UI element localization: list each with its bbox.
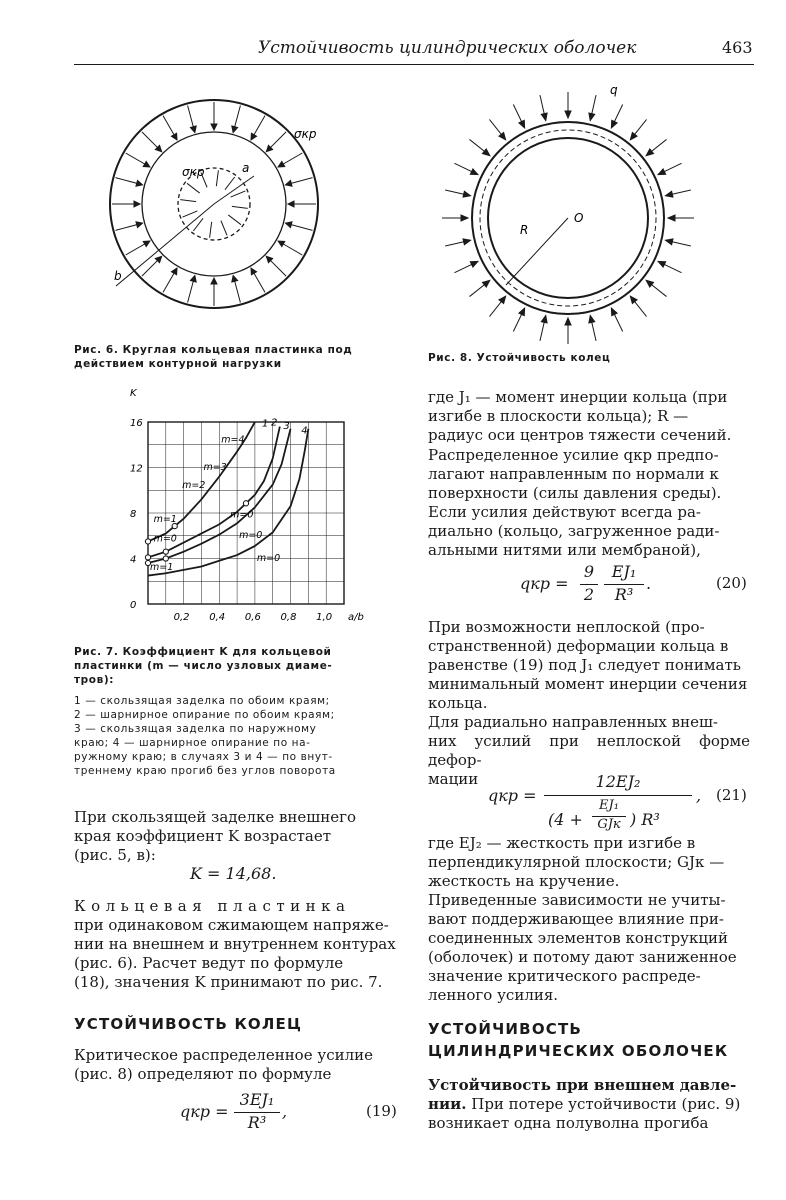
right-para-6: где EJ₂ — жесткость при изгибе в перпендикулярной плоскости; GJк — жесткость на кручение. xyxy=(428,834,725,890)
y-axis-label: K xyxy=(130,388,137,399)
fig6-inner-arrow xyxy=(225,177,235,190)
fig6-inner-arrow xyxy=(180,200,196,202)
fig8-arrowhead xyxy=(668,215,675,221)
fig6-inner-arrow xyxy=(221,221,227,236)
fig6-sigma-outer: σкр xyxy=(294,127,317,141)
x-tick-label: 0,6 xyxy=(244,612,261,623)
fig8-arrowhead xyxy=(461,215,468,221)
curve-label: m=4 xyxy=(221,434,245,446)
fig8-arrowhead xyxy=(646,149,653,156)
fig6-arrowhead xyxy=(278,241,285,247)
fig6-inner-arrow xyxy=(187,183,200,193)
fig6-arrowhead xyxy=(190,275,196,282)
chart-point xyxy=(163,556,168,561)
fig8-arrowhead xyxy=(463,239,470,245)
fig6-radius-b: b xyxy=(114,269,122,283)
y-tick-label: 8 xyxy=(130,509,137,520)
right-para-1: где J₁ — момент инерции кольца (при изгибе в плоскости кольца); R — радиус оси центров тяжести сечений. xyxy=(428,388,732,444)
fig6-arrowhead xyxy=(134,201,140,207)
fig7-legend: 1 — скользящая заделка по обоим краям; 2 — шарнирное опирание по обоим краям; 3 — скользящая заделка по наружному краю; 4 — шарнирное опирание по на- ружному краю; в случаях 3 и 4 — по внут- треннему краю прогиб без углов поворота xyxy=(74,695,336,777)
fig6-annular-plate-diagram xyxy=(96,76,416,336)
left-para-2: Кольцевая пластинка при одинаковом сжимающем напряже- нии на внешнем и внутреннем контурах (рис. 6). Расчет ведут по формуле (18), значения K принимают по рис. 7. xyxy=(74,897,396,991)
curve-label: m=0 xyxy=(256,552,281,564)
fig8-arrowhead xyxy=(658,169,666,175)
fig8-arrowhead xyxy=(630,132,637,139)
running-title: Устойчивость цилиндрических оболочек xyxy=(258,38,637,58)
fig8-arrowhead xyxy=(565,318,571,325)
fig6-inner-arrow xyxy=(183,211,198,217)
fig8-arrowhead xyxy=(665,191,672,197)
fig6-arrowhead xyxy=(232,275,238,282)
fig6-sigma-inner: σкр xyxy=(182,165,205,179)
fig8-arrowhead xyxy=(519,308,525,316)
curve-label: m=3 xyxy=(203,461,227,473)
fig8-arrowhead xyxy=(589,315,595,322)
right-para-3: Если усилия действуют всегда ра- диально (кольцо, загруженное ради- альными нитями или мембраной), xyxy=(428,503,720,559)
fig8-label-R: R xyxy=(520,223,529,237)
fig8-arrowhead xyxy=(463,191,470,197)
y-tick-label: 4 xyxy=(130,554,137,566)
x-tick-label: 0,4 xyxy=(209,612,226,623)
fig8-arrowhead xyxy=(565,111,571,118)
fig8-arrowhead xyxy=(541,113,547,120)
fig7-caption: Рис. 7. Коэффициент K для кольцевой пластинки (m — число узловых диаме- тров): xyxy=(74,646,333,686)
fig8-arrowhead xyxy=(541,315,547,322)
fig6-arrowhead xyxy=(136,222,143,228)
heading-ring-stability: УСТОЙЧИВОСТЬ КОЛЕЦ xyxy=(74,1015,303,1033)
fig7-chart xyxy=(112,380,412,628)
curve-number: 2 xyxy=(270,417,278,429)
fig8-arrowhead xyxy=(646,280,653,287)
right-para-2: Распределенное усилие qкр предпо- лагают направленным по нормали к поверхности (силы давления среды). xyxy=(428,446,722,502)
fig6-arrowhead xyxy=(288,201,294,207)
x-tick-label: 0,8 xyxy=(280,612,297,623)
fig8-arrowhead xyxy=(630,296,637,303)
fig8-arrowhead xyxy=(482,280,489,287)
fig6-arrowhead xyxy=(143,161,150,167)
fig6-radius-a: a xyxy=(242,161,250,175)
y-tick-label: 16 xyxy=(130,418,143,429)
fig8-caption: Рис. 8. Устойчивость колец xyxy=(428,352,611,364)
fig6-arrowhead xyxy=(285,222,292,228)
right-para-7: Приведенные зависимости не учиты- вают поддерживающее влияние при- соединенных элементов конструкций (оболочек) и потому дают заниженное значение критического распреде- ленного усилия. xyxy=(428,891,737,1004)
fig6-arrowhead xyxy=(136,180,143,186)
right-para-5: Для радиально направленных внеш- них усилий при неплоской форме дефор- мации xyxy=(428,713,750,788)
chart-point xyxy=(243,501,248,506)
fig8-arrowhead xyxy=(499,296,506,303)
fig6-arrowhead xyxy=(143,241,150,247)
fig6-arrowhead xyxy=(251,133,257,140)
fig8-arrowhead xyxy=(482,149,489,156)
fig8-arrowhead xyxy=(611,308,617,316)
fig6-inner-arrow xyxy=(232,206,248,208)
right-para-8: Устойчивость при внешнем давле- нии. При потере устойчивости (рис. 9) возникает одна полуволна прогиба xyxy=(428,1076,741,1132)
formula-19: qкр = 3EJ₁ R³ , (19) xyxy=(180,1090,397,1132)
heading-shell-stability: УСТОЙЧИВОСТЬ ЦИЛИНДРИЧЕСКИХ ОБОЛОЧЕК xyxy=(428,1020,729,1060)
curve-label: m=0 xyxy=(239,530,263,542)
curve-label: m=1 xyxy=(153,514,177,526)
fig6-arrowhead xyxy=(251,268,257,275)
fig8-ring-diagram xyxy=(438,78,718,358)
curve-number: 3 xyxy=(283,420,290,432)
fig6-arrowhead xyxy=(190,126,196,133)
curve-number: 1 xyxy=(262,418,269,430)
fig8-arrowhead xyxy=(499,132,506,139)
left-para-1: При скользящей заделке внешнего края коэффициент K возрастает (рис. 5, в): xyxy=(74,808,356,864)
chart-point xyxy=(145,539,150,544)
page-number: 463 xyxy=(722,38,753,57)
curve-label: m=0 xyxy=(230,509,254,521)
y-tick-label: 12 xyxy=(130,463,143,475)
fig6-arrowhead xyxy=(232,126,238,133)
fig6-caption: Рис. 6. Круглая кольцевая пластинка под действием контурной нагрузки xyxy=(74,344,353,370)
fig8-arrowhead xyxy=(589,113,595,120)
fig6-arrowhead xyxy=(171,268,177,275)
fig6-inner-arrow xyxy=(216,170,218,186)
fig6-inner-arrow xyxy=(210,222,212,238)
right-para-4: При возможности неплоской (про- странственной) деформации кольца в равенстве (19) под J₁ следует понимать минимальный момент инерции сечения кольца. xyxy=(428,618,748,712)
fig6-arrowhead xyxy=(285,180,292,186)
header-rule xyxy=(74,64,754,65)
fig8-label-O: O xyxy=(574,211,584,225)
curve-label: m=2 xyxy=(182,479,206,491)
x-tick-label: 1,0 xyxy=(316,612,333,623)
fig8-arrowhead xyxy=(658,261,666,267)
fig8-arrowhead xyxy=(470,261,478,267)
fig6-inner-arrow xyxy=(228,215,241,225)
x-axis-label: a/b xyxy=(348,612,364,623)
curve-number: 4 xyxy=(301,425,308,437)
fig6-arrowhead xyxy=(211,278,217,284)
fig8-arrowhead xyxy=(519,120,525,128)
curve-label: m=0 xyxy=(153,533,177,545)
fig8-label-q: q xyxy=(610,83,618,97)
fig8-arrowhead xyxy=(611,120,617,128)
fig6-arrowhead xyxy=(278,161,285,167)
x-tick-label: 0,2 xyxy=(173,612,190,623)
fig6-inner-arrow xyxy=(231,191,246,197)
left-para-3: Критическое распределенное усилие (рис. 8) определяют по формуле xyxy=(74,1046,373,1083)
fig6-arrowhead xyxy=(211,124,217,130)
formula-k: K = 14,68. xyxy=(190,864,277,883)
formula-20: qкр = 9 2 EJ₁ R³ . (20) xyxy=(520,562,747,604)
curve-label: m=1 xyxy=(150,561,174,573)
fig8-arrowhead xyxy=(665,239,672,245)
fig8-arrowhead xyxy=(470,169,478,175)
y-tick-label: 0 xyxy=(130,600,137,611)
chart-point xyxy=(145,555,150,560)
formula-21: qкр = 12EJ₂ (4 + EJ₁ GJк ) R³ , (21) xyxy=(488,772,747,832)
chart-point xyxy=(163,549,168,554)
fig6-arrowhead xyxy=(171,133,177,140)
